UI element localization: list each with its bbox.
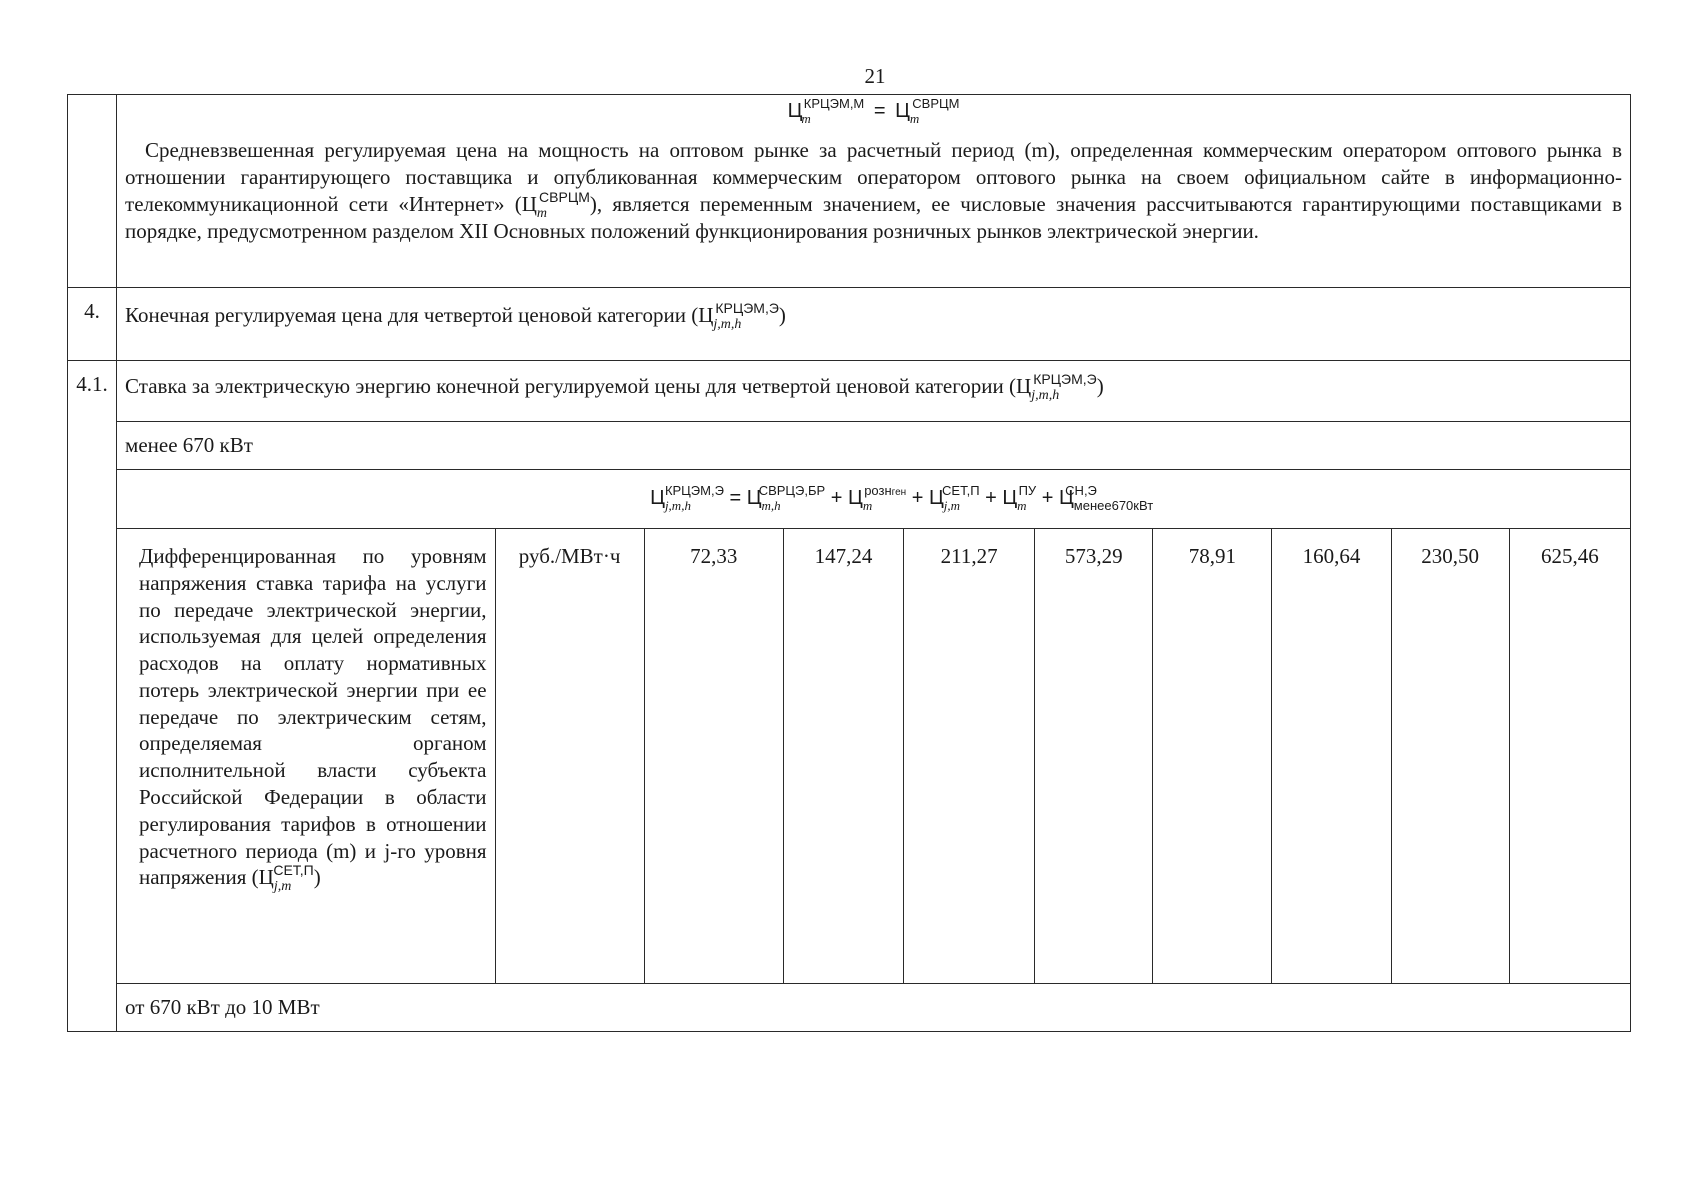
tariff-value: 160,64 [1272,529,1391,984]
tariff-value: 573,29 [1035,529,1153,984]
table-row-formula-paragraph [68,95,1631,288]
tariff-description: Дифференцированная по уровням напряжения ставка тарифа на услуги по передаче электрической энергии, используемая для целей определения расходов на оплату нормативных потерь электрической энергии при ее передаче по электрическим сетям, определяемая органом исполнительной власти субъекта Российской Федерации в области регулирования тарифов в отношении расчетного периода (m) и j-го уровня напряжения $(Ц_{j,m}^{СЕТ,П})$ [117,529,495,984]
tariff-unit: руб./МВт·ч [495,529,644,984]
tariff-table [67,94,1631,1032]
table-row-tariff-rate [68,529,1631,984]
row-4-title: Конечная регулируемая цена для четвертой ценовой категории $(Ц_{j,m,h}^{КРЦЭМ,Э})$ [117,288,1631,361]
tariff-value: 230,50 [1391,529,1509,984]
category-670-to-10: от 670 кВт до 10 МВт [117,984,1631,1032]
tariff-value: 78,91 [1153,529,1272,984]
table-row-less-670 [68,422,1631,470]
table-row-4-1 [68,361,1631,422]
table-row-4 [68,288,1631,361]
tariff-value: 72,33 [644,529,783,984]
page-number: 21 [864,64,886,88]
row-4-1-title: Ставка за электрическую энергию конечной регулируемой цены для четвертой ценовой категории $(Ц_{j,m,h}^{КРЦЭМ,Э})$ [117,361,1631,422]
formula-capacity-price: $Ц_m^{КРЦЭМ,М} = Ц_m^{СВРЦМ}$ [787,96,960,126]
row-number: 4. [68,288,117,361]
row-number: 4.1. [68,361,117,1032]
tariff-value: 147,24 [783,529,903,984]
formula-paragraph-cell [117,95,1631,288]
table-row-formula-2 [68,470,1631,529]
tariff-value: 625,46 [1509,529,1630,984]
table-row-670-10 [68,984,1631,1032]
capacity-price-paragraph: Средневзвешенная регулируемая цена на мощность на оптовом рынке за расчетный период (m), определенная коммерческим оператором оптового рынка в отношении гарантирующего поставщика и опубликованная коммерческим оператором оптового рынка на своем официальном сайте в информационно-телекоммуникационной сети «Интернет» $(Ц_m^{СВРЦМ})$, является переменным значением, ее числовые значения рассчитываются гарантирующими поставщиками в порядке, предусмотренном разделом XII Основных положений функционирования розничных рынков электрической энергии. [125,138,1623,244]
tariff-value: 211,27 [904,529,1035,984]
formula-energy-rate: $Ц_{j,m,h}^{КРЦЭМ,Э} = Ц_{m,h}^{СВРЦЭ,БР} + Ц_m^{рознген} + Ц_{j,m}^{СЕТ,П} + Ц_m^{ПУ} + Ц_{менее670кВт}^{СН,Э}$ [117,470,1631,529]
category-less-670: менее 670 кВт [117,422,1631,470]
number-cell-empty [68,95,117,288]
